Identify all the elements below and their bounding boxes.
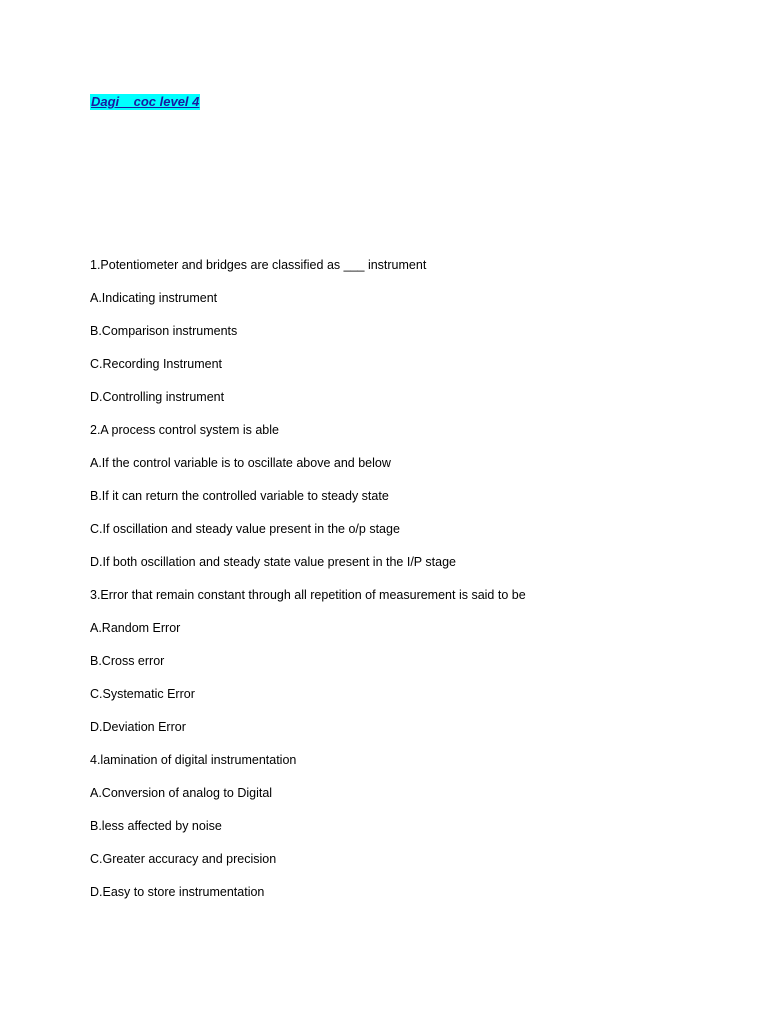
question-3-option-b: B.Cross error bbox=[90, 654, 165, 668]
question-3-option-c: C.Systematic Error bbox=[90, 687, 195, 701]
question-3-option-a: A.Random Error bbox=[90, 621, 181, 635]
question-3-option-d: D.Deviation Error bbox=[90, 720, 186, 734]
question-4-option-b: B.less affected by noise bbox=[90, 819, 222, 833]
question-1-option-b: B.Comparison instruments bbox=[90, 324, 238, 338]
question-4-option-c: C.Greater accuracy and precision bbox=[90, 852, 277, 866]
question-2-option-d: D.If both oscillation and steady state value present in the I/P stage bbox=[90, 555, 456, 569]
question-4-text: 4.lamination of digital instrumentation bbox=[90, 753, 297, 767]
question-2-option-c: C.If oscillation and steady value present in the o/p stage bbox=[90, 522, 400, 536]
question-1-option-d: D.Controlling instrument bbox=[90, 390, 225, 404]
question-2-text: 2.A process control system is able bbox=[90, 423, 279, 437]
question-4-option-a: A.Conversion of analog to Digital bbox=[90, 786, 273, 800]
question-1-option-c: C.Recording Instrument bbox=[90, 357, 223, 371]
question-3-text: 3.Error that remain constant through all repetition of measurement is said to be bbox=[90, 588, 526, 602]
question-1-text: 1.Potentiometer and bridges are classified as ___ instrument bbox=[90, 258, 427, 272]
question-2-option-b: B.If it can return the controlled variable to steady state bbox=[90, 489, 389, 503]
document-title: Dagi coc level 4 bbox=[91, 94, 200, 109]
question-list bbox=[90, 257, 730, 917]
question-4-option-d: D.Easy to store instrumentation bbox=[90, 885, 265, 899]
question-2-option-a: A.If the control variable is to oscillate above and below bbox=[90, 456, 391, 470]
question-1-option-a: A.Indicating instrument bbox=[90, 291, 218, 305]
